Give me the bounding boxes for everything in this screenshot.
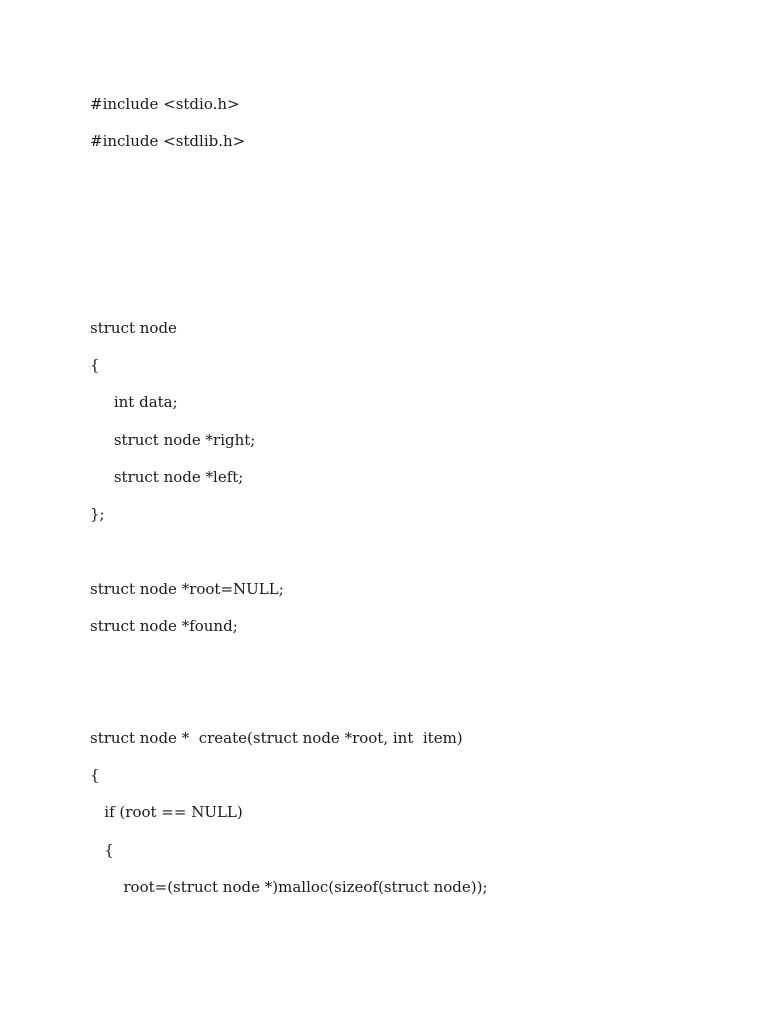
code-line-struct-node: struct node xyxy=(90,319,177,337)
code-line-include-stdlib: #include <stdlib.h> xyxy=(90,132,246,150)
code-line-found: struct node *found; xyxy=(90,617,238,635)
code-line-include-stdio: #include <stdio.h> xyxy=(90,95,240,113)
code-line-if-open-brace: { xyxy=(90,841,114,859)
code-line-int-data: int data; xyxy=(90,393,178,411)
code-line-right-pointer: struct node *right; xyxy=(90,431,256,449)
code-line-left-pointer: struct node *left; xyxy=(90,468,244,486)
code-line-root-null: struct node *root=NULL; xyxy=(90,580,284,598)
code-line-create-signature: struct node * create(struct node *root, int item) xyxy=(90,729,463,747)
code-line-malloc: root=(struct node *)malloc(sizeof(struct node)); xyxy=(90,878,488,896)
code-line-open-brace: { xyxy=(90,356,100,374)
code-line-create-open-brace: { xyxy=(90,766,100,784)
code-line-if-root-null: if (root == NULL) xyxy=(90,803,243,821)
code-line-close-brace: }; xyxy=(90,505,105,523)
